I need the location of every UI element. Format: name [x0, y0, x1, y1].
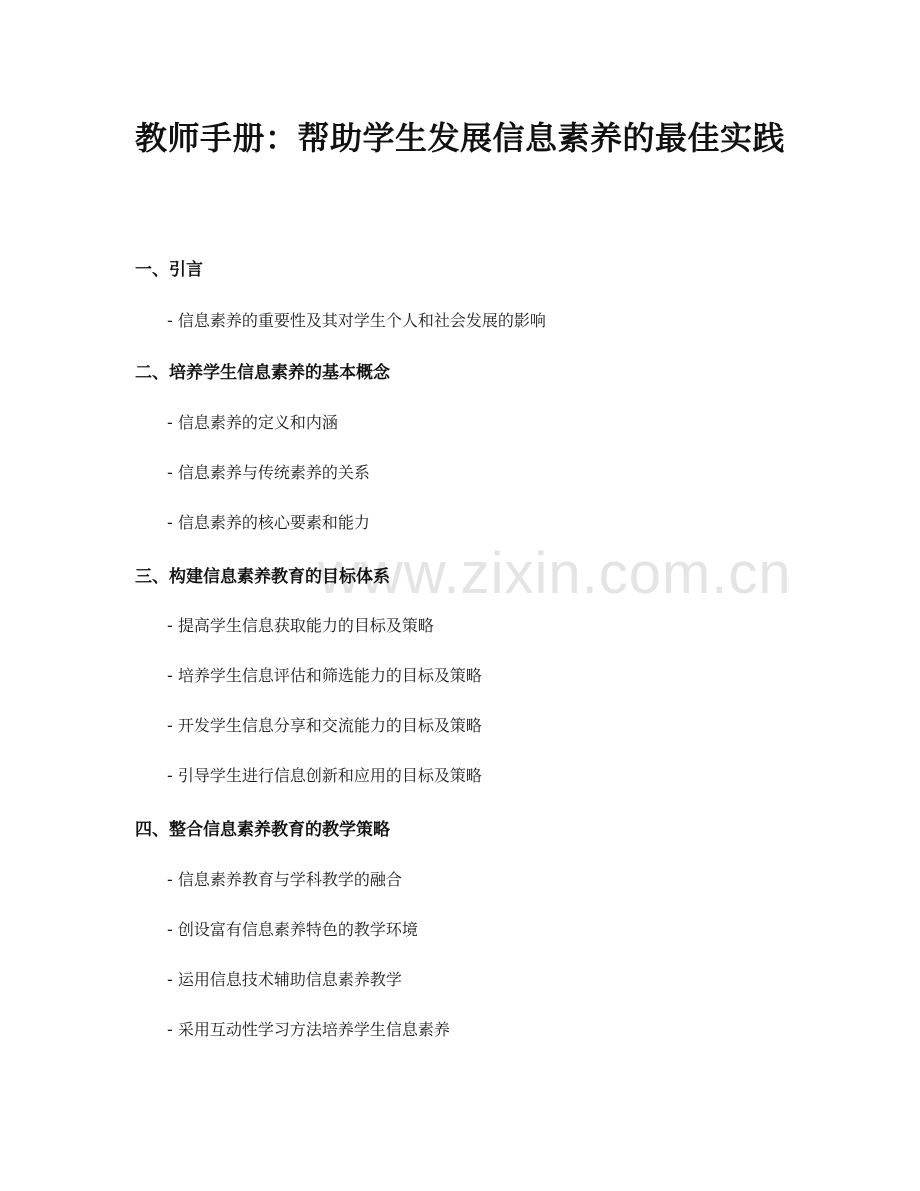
section-heading-strategies: 四、整合信息素养教育的教学策略: [135, 820, 390, 840]
section-heading-intro: 一、引言: [135, 260, 203, 280]
watermark: www.zixin.com.cn: [318, 541, 792, 606]
section-heading-concepts: 二、培养学生信息素养的基本概念: [135, 363, 390, 383]
list-item: - 信息素养与传统素养的关系: [167, 463, 370, 482]
section-heading-goals: 三、构建信息素养教育的目标体系: [135, 567, 390, 587]
list-item: - 信息素养教育与学科教学的融合: [167, 870, 402, 889]
document-title: 教师手册：帮助学生发展信息素养的最佳实践: [134, 119, 785, 157]
list-item: - 开发学生信息分享和交流能力的目标及策略: [167, 716, 482, 735]
list-item: - 信息素养的核心要素和能力: [167, 513, 370, 532]
list-item: - 采用互动性学习方法培养学生信息素养: [167, 1020, 450, 1039]
list-item: - 信息素养的重要性及其对学生个人和社会发展的影响: [167, 311, 546, 330]
list-item: - 信息素养的定义和内涵: [167, 413, 338, 432]
list-item: - 创设富有信息素养特色的教学环境: [167, 920, 418, 939]
list-item: - 引导学生进行信息创新和应用的目标及策略: [167, 766, 482, 785]
list-item: - 提高学生信息获取能力的目标及策略: [167, 616, 434, 635]
list-item: - 运用信息技术辅助信息素养教学: [167, 970, 402, 989]
list-item: - 培养学生信息评估和筛选能力的目标及策略: [167, 666, 482, 685]
